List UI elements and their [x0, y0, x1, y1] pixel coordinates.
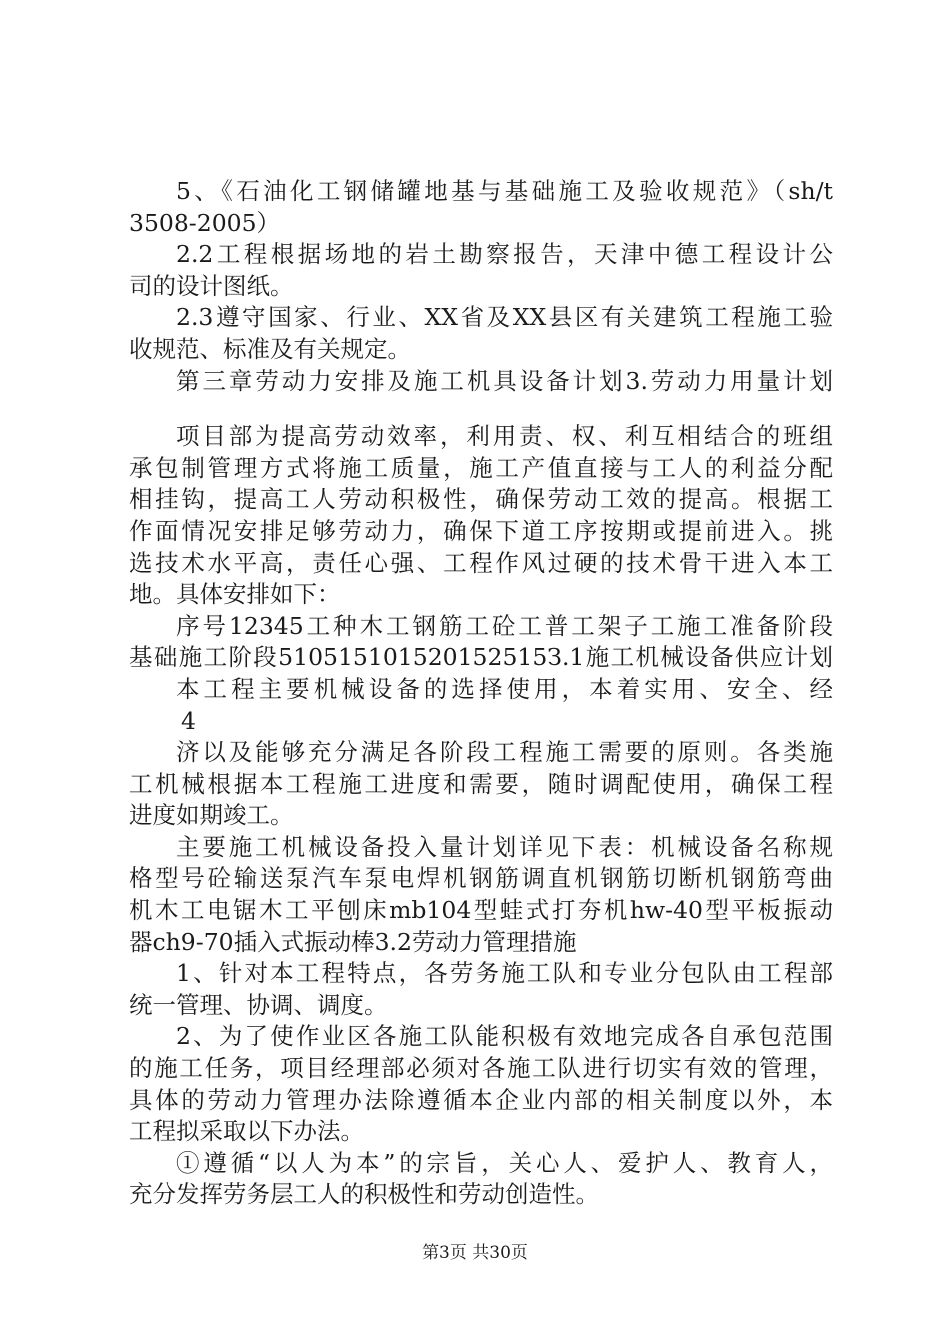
paragraph-line: 司的设计图纸。 — [129, 271, 294, 300]
paragraph-line: 基础施工阶段510515101520152515З.1施工机械设备供应计划 — [129, 643, 833, 672]
paragraph-line: 相挂钩，提高工人劳动积极性，确保劳动工效的提高。根据工 — [129, 485, 833, 514]
paragraph-line: 统一管理、协调、调度。 — [129, 990, 388, 1019]
paragraph-line: 本工程主要机械设备的选择使用，本着实用、安全、经 — [176, 674, 833, 703]
paragraph-line: 3508-2005） — [129, 208, 281, 237]
chapter-heading: 第三章劳动力安排及施工机具设备计划3.劳动力用量计划 — [176, 366, 833, 395]
paragraph-line: 项目部为提高劳动效率，利用责、权、利互相结合的班组 — [176, 422, 833, 451]
paragraph-line: 格型号砼输送泵汽车泵电焊机钢筋调直机钢筋切断机钢筋弯曲 — [129, 864, 833, 893]
paragraph-line: 工机械根据本工程施工进度和需要，随时调配使用，确保工程 — [129, 769, 833, 798]
paragraph-line: 1、针对本工程特点，各劳务施工队和专业分包队由工程部 — [176, 959, 833, 988]
paragraph-line: 5、《石油化工钢储罐地基与基础施工及验收规范》（sh/t — [176, 177, 833, 205]
paragraph-line: 作面情况安排足够劳动力，确保下道工序按期或提前进入。挑 — [129, 516, 833, 545]
paragraph-line: 2.3遵守国家、行业、XX省及XX县区有关建筑工程施工验 — [176, 303, 833, 332]
paragraph-line: 进度如期竣工。 — [129, 801, 294, 830]
paragraph-line: 充分发挥劳务层工人的积极性和劳动创造性。 — [129, 1180, 599, 1209]
paragraph-line: 序号12345工种木工钢筋工砼工普工架子工施工准备阶段 — [176, 611, 833, 640]
paragraph-line: 具体的劳动力管理办法除遵循本企业内部的相关制度以外，本 — [129, 1085, 833, 1114]
paragraph-line: 承包制管理方式将施工质量，施工产值直接与工人的利益分配 — [129, 453, 833, 482]
paragraph-line: 地。具体安排如下： — [129, 580, 341, 609]
paragraph-line: 2.2工程根据场地的岩土勘察报告，天津中德工程设计公 — [176, 240, 833, 269]
paragraph-line: 器ch9-70插入式振动棒3.2劳动力管理措施 — [129, 927, 577, 956]
paragraph-line: ①遵循“以人为本”的宗旨，关心人、爱护人、教育人， — [176, 1148, 833, 1177]
paragraph-line: 选技术水平高，责任心强、工程作风过硬的技术骨干进入本工 — [129, 548, 833, 577]
paragraph-line: 济以及能够充分满足各阶段工程施工需要的原则。各类施 — [176, 738, 833, 767]
inline-page-number: 4 — [181, 706, 196, 735]
paragraph-line: 工程拟采取以下办法。 — [129, 1117, 364, 1146]
paragraph-gap — [129, 397, 833, 421]
paragraph-line: 2、为了使作业区各施工队能积极有效地完成各自承包范围 — [176, 1022, 833, 1051]
document-body — [129, 176, 833, 1211]
paragraph-line: 主要施工机械设备投入量计划详见下表：机械设备名称规 — [176, 832, 833, 861]
paragraph-line: 收规范、标准及有关规定。 — [129, 334, 411, 363]
paragraph-line: 机木工电锯木工平刨床mb104型蛙式打夯机hw-40型平板振动 — [129, 896, 833, 925]
paragraph-line: 的施工任务，项目经理部必须对各施工队进行切实有效的管理， — [129, 1054, 833, 1083]
page-footer: 第3页 共30页 — [422, 1243, 528, 1263]
